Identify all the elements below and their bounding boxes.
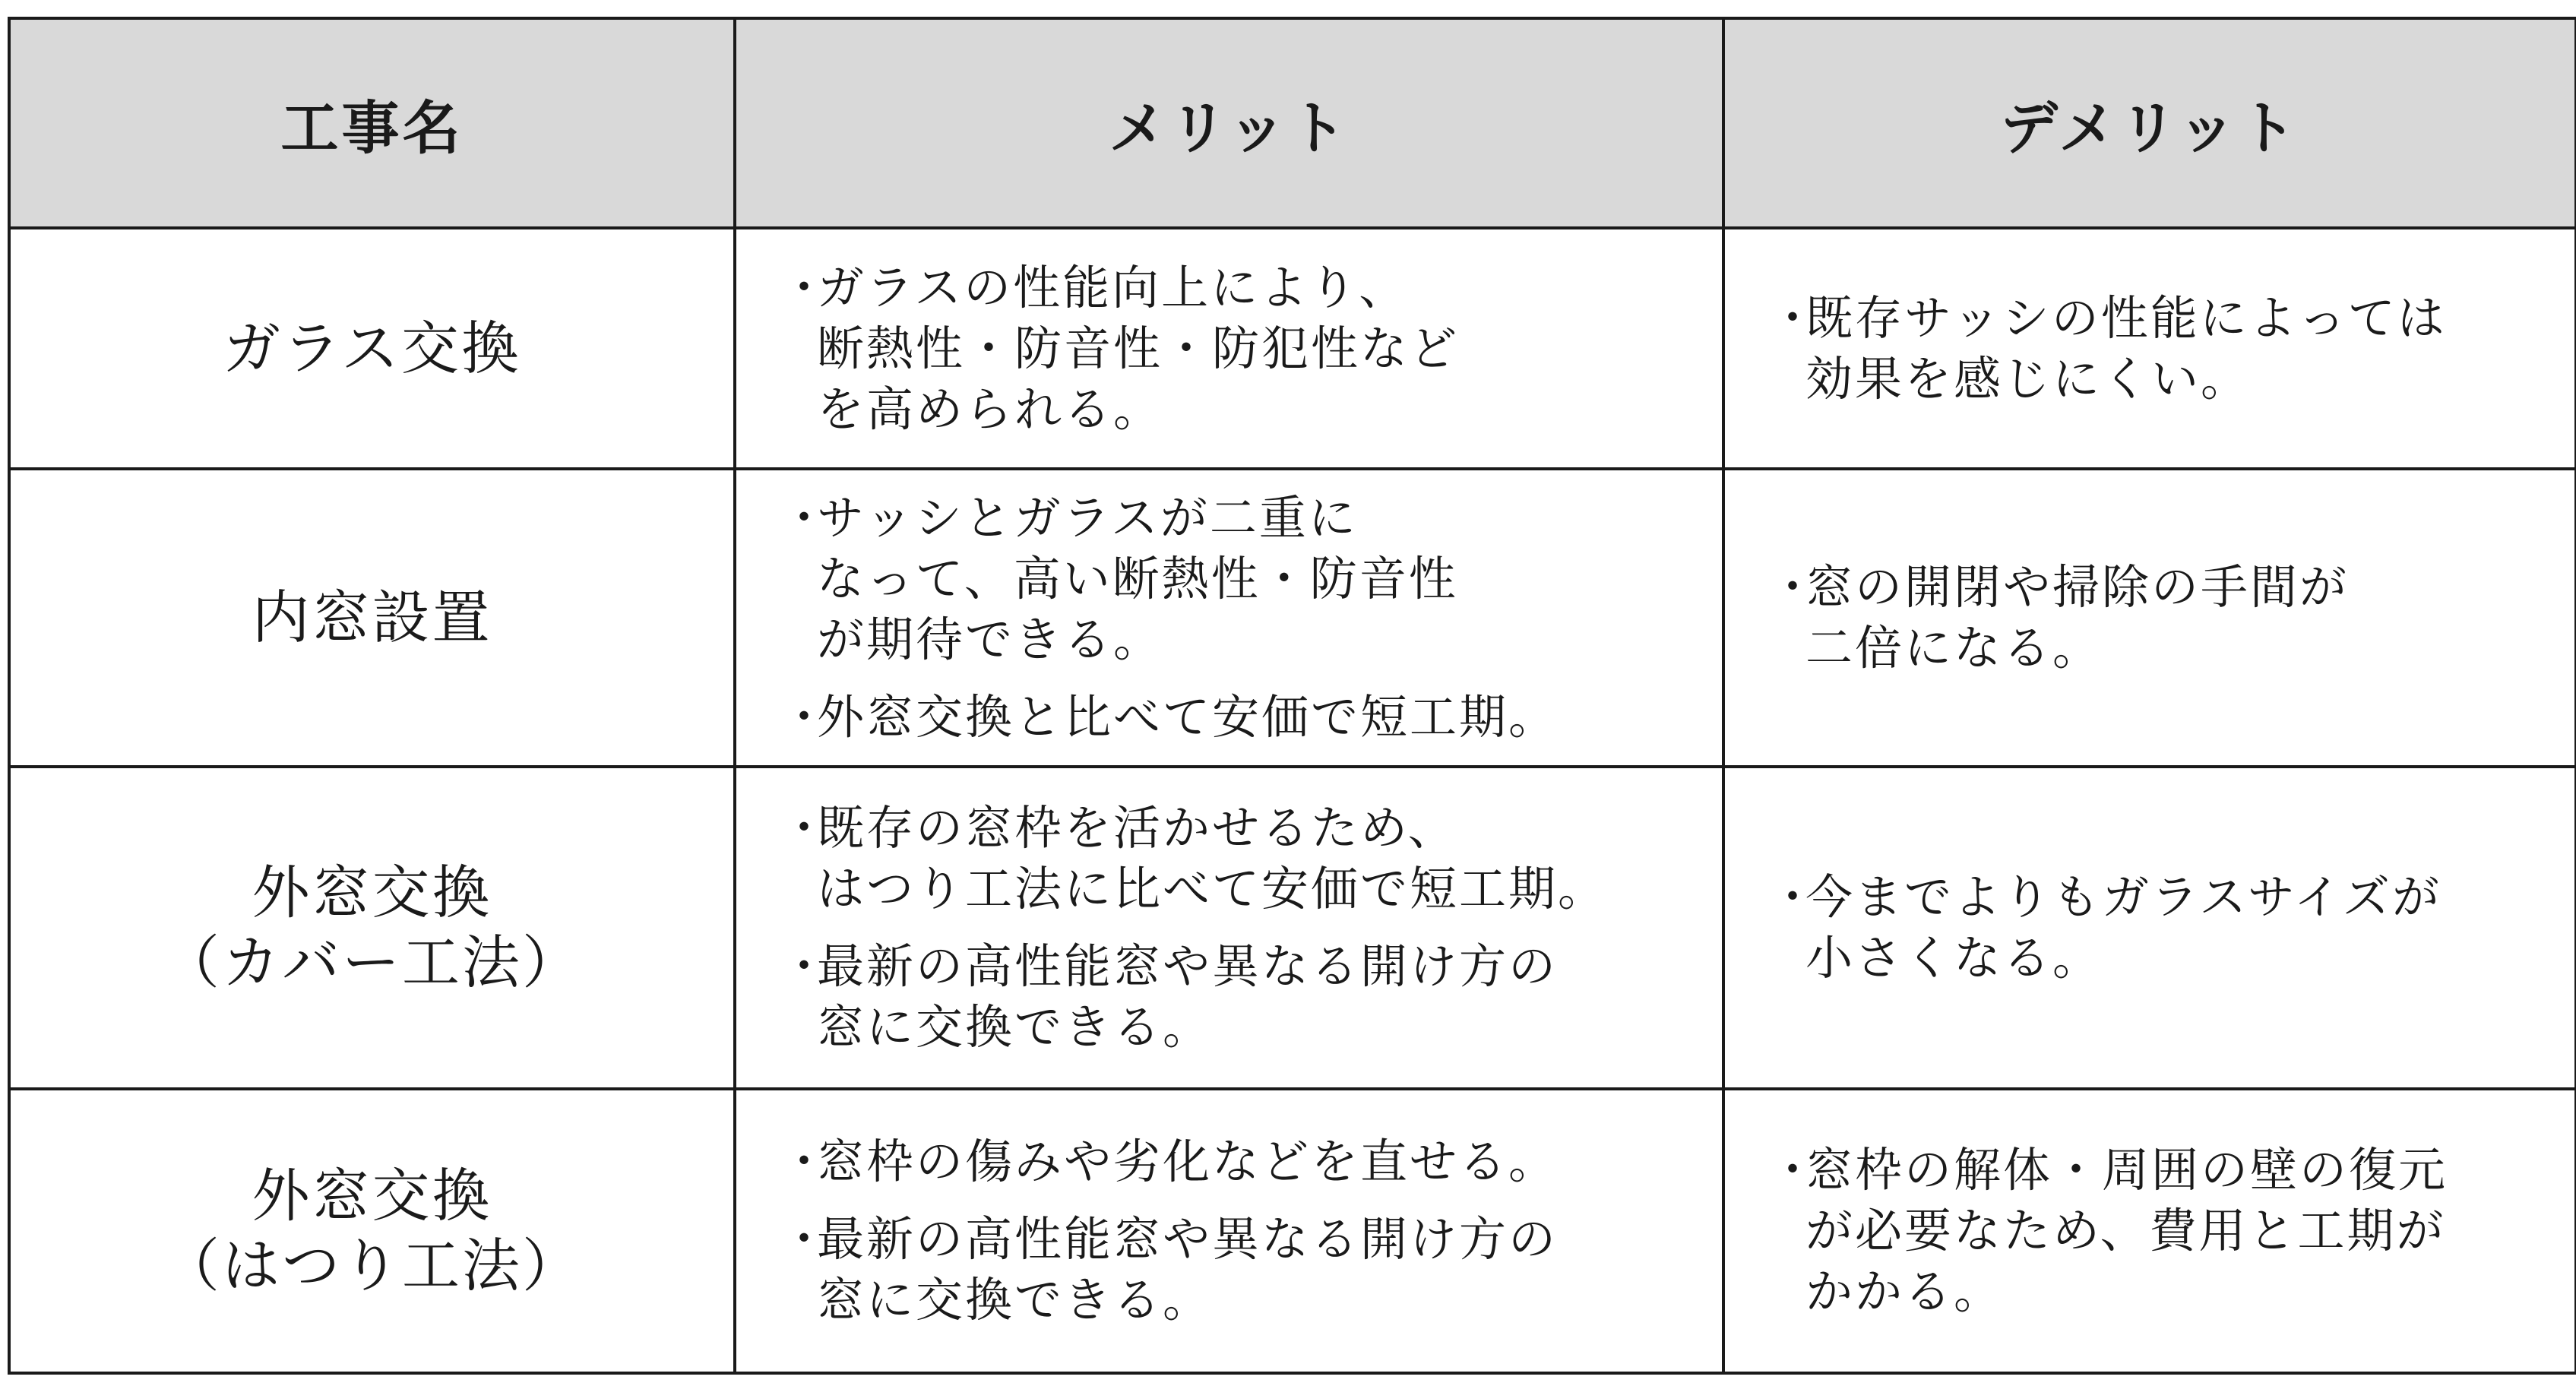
demerits-list (1725, 557, 2574, 679)
merit-line: ・ 最新の高性能窓や異なる開け方の (817, 1211, 1559, 1267)
table-row (9, 1089, 2576, 1373)
merit-line: ・ サッシとガラスが二重に (817, 490, 1358, 546)
header-construction-name: 工事名 (9, 18, 735, 228)
header-row (9, 18, 2576, 228)
merit-item (780, 1209, 1722, 1331)
demerits-cell (1723, 228, 2576, 469)
merit-line: ・ ガラスの性能向上により、 (817, 259, 1409, 315)
merit-line: ・ 既存の窓枠を活かせるため、 (817, 800, 1457, 856)
demerit-item (1769, 288, 2574, 410)
construction-name: 内窓設置 (252, 584, 492, 651)
demerits-list (1725, 1140, 2574, 1322)
construction-name: 外窓交換 (252, 1162, 492, 1229)
merit-item (780, 687, 1722, 748)
demerit-item (1769, 557, 2574, 679)
merit-line: 断熱性・防音性・防犯性など (817, 320, 1460, 376)
demerit-line: 小さくなる。 (1805, 930, 2103, 986)
demerit-line: ・ 窓の開閉や掃除の手間が (1805, 559, 2350, 615)
demerit-line: かかる。 (1805, 1264, 2004, 1319)
merits-list (736, 1131, 1722, 1331)
construction-name: ガラス交換 (223, 314, 521, 382)
merit-line: を高められる。 (817, 381, 1163, 437)
merit-line: 窓に交換できる。 (817, 1272, 1213, 1327)
demerit-item (1769, 1140, 2574, 1322)
header-demerits: デメリット (1723, 18, 2576, 228)
merit-item (780, 798, 1722, 919)
merits-list (736, 488, 1722, 748)
merit-item (780, 1131, 1722, 1192)
demerits-cell (1723, 767, 2576, 1089)
construction-method: （はつり工法） (162, 1232, 582, 1299)
demerit-line: ・ 窓枠の解体・周囲の壁の復元 (1805, 1142, 2448, 1198)
table-body (9, 228, 2576, 1373)
merits-cell (735, 1089, 1723, 1373)
merit-line: ・ 最新の高性能窓や異なる開け方の (817, 938, 1559, 994)
merit-item (780, 936, 1722, 1058)
construction-name-cell (9, 767, 735, 1089)
construction-name-cell (9, 228, 735, 469)
merit-line: が期待できる。 (817, 612, 1163, 667)
table-row (9, 767, 2576, 1089)
table-row (9, 228, 2576, 469)
merits-list (736, 798, 1722, 1058)
demerit-line: ・ 既存サッシの性能によっては (1805, 290, 2447, 346)
demerit-line: 効果を感じにくい。 (1805, 350, 2251, 407)
merit-line: ・ 窓枠の傷みや劣化などを直せる。 (817, 1134, 1559, 1189)
header-merits: メリット (735, 18, 1723, 228)
demerit-line: 二倍になる。 (1805, 620, 2103, 676)
demerits-cell (1723, 469, 2576, 767)
demerits-list (1725, 288, 2574, 410)
demerit-item (1769, 867, 2574, 989)
merit-line: はつり工法に比べて安価で短工期。 (817, 861, 1608, 916)
merit-line: なって、高い断熱性・防音性 (817, 551, 1458, 606)
construction-name: 外窓交換 (252, 859, 492, 926)
table-row (9, 469, 2576, 767)
construction-name-cell (9, 469, 735, 767)
merit-item (780, 258, 1722, 440)
demerit-line: が必要なため、費用と工期が (1805, 1203, 2446, 1258)
demerits-cell (1723, 1089, 2576, 1373)
comparison-table (8, 17, 2576, 1375)
merits-cell (735, 767, 1723, 1089)
demerit-line: ・ 今までよりもガラスサイズが (1805, 869, 2442, 925)
merits-cell (735, 469, 1723, 767)
merits-list (736, 258, 1722, 440)
demerits-list (1725, 867, 2574, 989)
merit-item (780, 488, 1722, 670)
construction-name-cell (9, 1089, 735, 1373)
table-header (9, 18, 2576, 228)
construction-method: （カバー工法） (162, 929, 582, 996)
merit-line: ・ 外窓交換と比べて安価で短工期。 (817, 689, 1559, 745)
merit-line: 窓に交換できる。 (817, 999, 1213, 1055)
merits-cell (735, 228, 1723, 469)
